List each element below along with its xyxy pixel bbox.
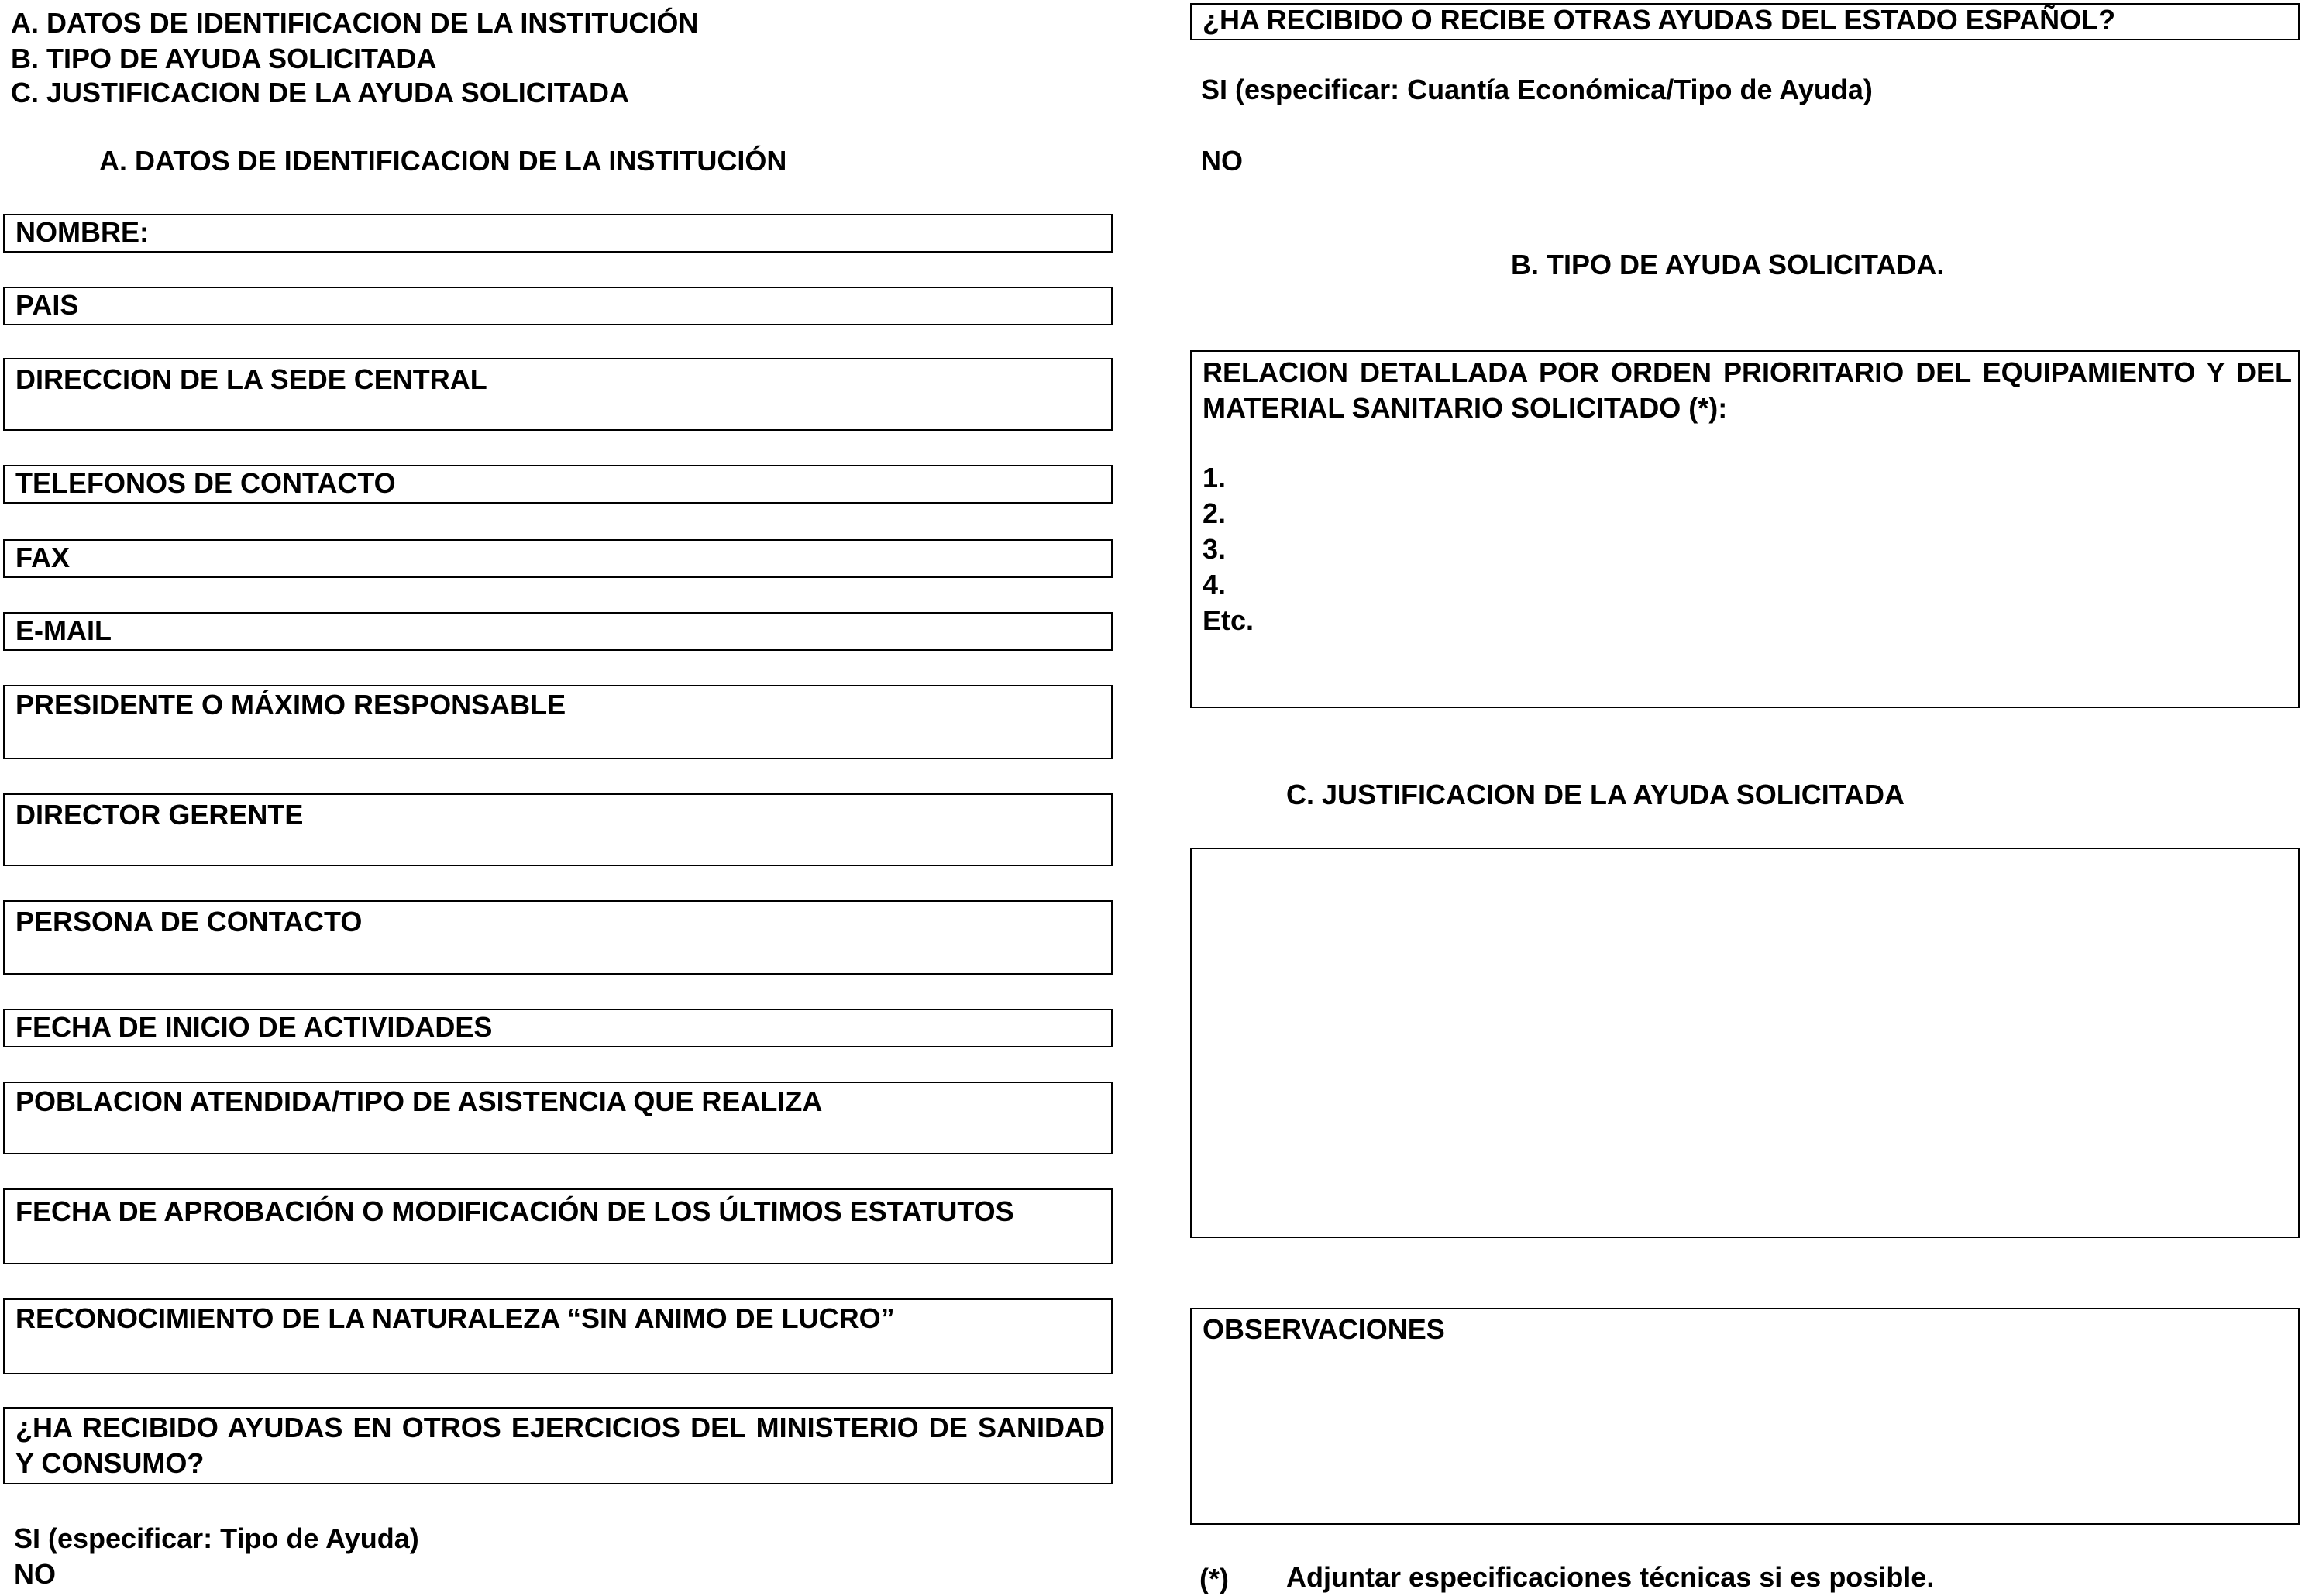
field-sin-animo-lucro[interactable] (3, 1298, 1113, 1374)
field-persona-contacto-label: PERSONA DE CONTACTO (15, 906, 363, 937)
estado-si-option: SI (especificar: Cuantía Económica/Tipo de Ayuda) (1201, 74, 1873, 105)
field-telefonos-label: TELEFONOS DE CONTACTO (15, 467, 396, 499)
field-direccion-label: DIRECCION DE LA SEDE CENTRAL (15, 363, 487, 395)
equipamiento-label: RELACION DETALLADA POR ORDEN PRIORITARIO DEL EQUIPAMIENTO Y DEL MATERIAL SANITARIO SOLICITADO (*): (1203, 356, 2292, 424)
field-persona-contacto[interactable] (3, 900, 1113, 975)
footnote-text: Adjuntar especificaciones técnicas si es posible. (1286, 1561, 1935, 1593)
field-estatutos-label: FECHA DE APROBACIÓN O MODIFICACIÓN DE LOS ÚLTIMOS ESTATUTOS (15, 1195, 1014, 1227)
field-ayudas-ministerio[interactable] (3, 1407, 1113, 1484)
field-poblacion-label: POBLACION ATENDIDA/TIPO DE ASISTENCIA QUE REALIZA (15, 1085, 823, 1117)
field-sin-animo-lucro-label: RECONOCIMIENTO DE LA NATURALEZA “SIN ANIMO DE LUCRO” (15, 1302, 895, 1334)
observaciones-box[interactable] (1190, 1308, 2300, 1525)
field-presidente-label: PRESIDENTE O MÁXIMO RESPONSABLE (15, 689, 566, 721)
list-item: 1. (1203, 462, 1227, 494)
field-email-label: E-MAIL (15, 614, 112, 646)
field-fax-label: FAX (15, 542, 71, 573)
ministerio-no-option: NO (14, 1558, 56, 1590)
list-item: Etc. (1203, 604, 1254, 636)
field-estatutos[interactable] (3, 1188, 1113, 1264)
section-b-title: B. TIPO DE AYUDA SOLICITADA. (1511, 249, 1945, 280)
equipamiento-box[interactable] (1190, 350, 2300, 708)
observaciones-label: OBSERVACIONES (1203, 1313, 1445, 1345)
field-ayudas-estado[interactable] (1190, 3, 2300, 40)
field-director-label: DIRECTOR GERENTE (15, 799, 304, 831)
justificacion-box[interactable] (1190, 848, 2300, 1238)
index-item-b: B. TIPO DE AYUDA SOLICITADA (11, 43, 437, 74)
estado-no-option: NO (1201, 145, 1243, 177)
field-fax[interactable] (3, 539, 1113, 578)
list-item: 4. (1203, 569, 1227, 600)
index-item-c: C. JUSTIFICACION DE LA AYUDA SOLICITADA (11, 77, 630, 108)
index-item-a: A. DATOS DE IDENTIFICACION DE LA INSTITUCIÓN (11, 7, 699, 39)
field-email[interactable] (3, 612, 1113, 651)
list-item: 3. (1203, 533, 1227, 565)
ministerio-si-option: SI (especificar: Tipo de Ayuda) (14, 1522, 419, 1554)
section-c-title: C. JUSTIFICACION DE LA AYUDA SOLICITADA (1286, 779, 1905, 810)
field-direccion[interactable] (3, 358, 1113, 431)
field-pais-label: PAIS (15, 289, 79, 321)
field-nombre-label: NOMBRE: (15, 216, 149, 248)
field-poblacion[interactable] (3, 1082, 1113, 1154)
field-fecha-inicio-label: FECHA DE INICIO DE ACTIVIDADES (15, 1011, 493, 1043)
equipamiento-list (1203, 460, 1254, 638)
field-nombre[interactable] (3, 214, 1113, 253)
footnote-marker: (*) (1199, 1563, 1229, 1594)
field-pais[interactable] (3, 287, 1113, 325)
field-ayudas-ministerio-label: ¿HA RECIBIDO AYUDAS EN OTROS EJERCICIOS DEL MINISTERIO DE SANIDAD Y CONSUMO? (15, 1412, 1105, 1479)
list-item: 2. (1203, 497, 1227, 529)
field-ayudas-estado-label: ¿HA RECIBIDO O RECIBE OTRAS AYUDAS DEL ESTADO ESPAÑOL? (1203, 4, 2116, 36)
section-a-title: A. DATOS DE IDENTIFICACION DE LA INSTITUCIÓN (99, 145, 787, 177)
field-fecha-inicio[interactable] (3, 1009, 1113, 1047)
field-telefonos[interactable] (3, 465, 1113, 504)
field-director[interactable] (3, 793, 1113, 866)
field-presidente[interactable] (3, 685, 1113, 759)
